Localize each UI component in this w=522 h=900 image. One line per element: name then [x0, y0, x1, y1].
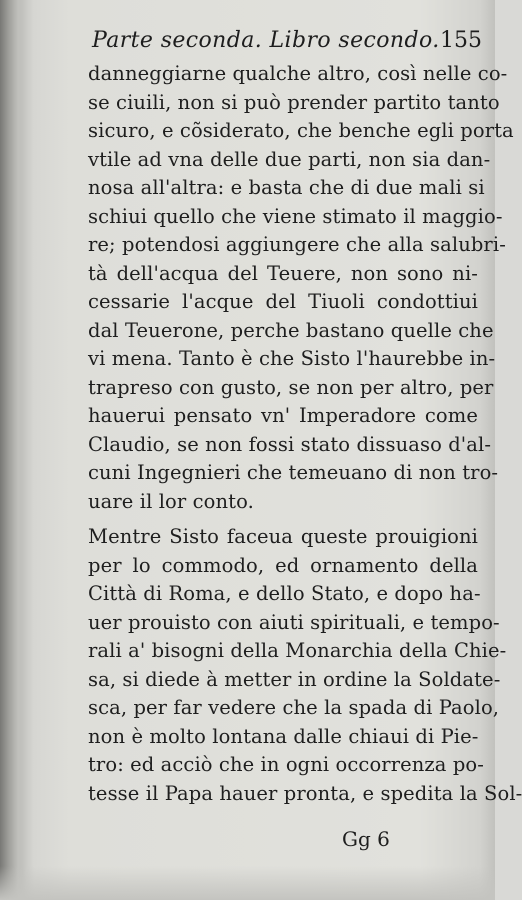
text-line: sca, per far vedere che la spada di Paolo, [88, 696, 500, 719]
text-line: tà dell'acqua del Teuere, non sono ni- [88, 261, 478, 285]
text-line: uare il lor conto. [88, 489, 254, 513]
text-line: cuni Ingegnieri che temeuano di non tro- [88, 461, 499, 484]
text-line: nosa all'altra: e basta che di due mali si [88, 176, 485, 199]
paragraph-gap [88, 516, 478, 523]
text-line: sicuro, e cõsiderato, che benche egli porta [88, 119, 514, 142]
page-gutter-shadow [0, 0, 26, 900]
text-line: non è molto lontana dalle chiaui di Pie- [88, 724, 479, 748]
page-bottom-edge [0, 866, 495, 900]
text-line: trapreso con gusto, se non per altro, per [88, 375, 494, 399]
running-title: Parte seconda. Libro secondo. [92, 28, 440, 53]
text-line: per lo commodo, ed ornamento della [88, 553, 478, 577]
text-line: hauerui pensato vn' Imperadore come [88, 404, 478, 427]
text-line: tesse il Papa hauer pronta, e spedita la Sol- [88, 781, 522, 805]
text-line: cessarie l'acque del Tiuoli condottiui [88, 290, 478, 313]
text-line: dal Teuerone, perche bastano quelle che [88, 318, 494, 342]
body-text [88, 60, 522, 808]
text-line: vi mena. Tanto è che Sisto l'haurebbe in- [88, 347, 496, 370]
text-line: re; potendosi aggiungere che alla salubri- [88, 233, 506, 256]
text-line: sa, si diede à metter in ordine la Soldate- [88, 667, 501, 691]
text-line: tro: ed acciò che in ogni occorrenza po- [88, 753, 484, 776]
text-line: danneggiarne qualche altro, così nelle co- [88, 62, 508, 85]
text-line: Claudio, se non fossi stato dissuaso d'al- [88, 432, 492, 456]
text-line: schiui quello che viene stimato il maggio- [88, 204, 503, 228]
text-line: uer prouisto con aiuti spirituali, e tempo- [88, 610, 500, 634]
text-line: vtile ad vna delle due parti, non sia dan- [88, 147, 491, 171]
page-header [92, 28, 492, 64]
page-number: 155 [440, 28, 482, 53]
text-line: Mentre Sisto faceua queste prouigioni [88, 525, 478, 548]
signature-mark: Gg 6 [342, 827, 390, 851]
text-line: se ciuili, non si può prender partito tanto [88, 90, 500, 114]
text-line: rali a' bisogni della Monarchia della Chie- [88, 639, 507, 662]
paragraph-2 [88, 523, 522, 808]
paragraph-1 [88, 60, 514, 516]
text-line: Città di Roma, e dello Stato, e dopo ha- [88, 582, 481, 605]
